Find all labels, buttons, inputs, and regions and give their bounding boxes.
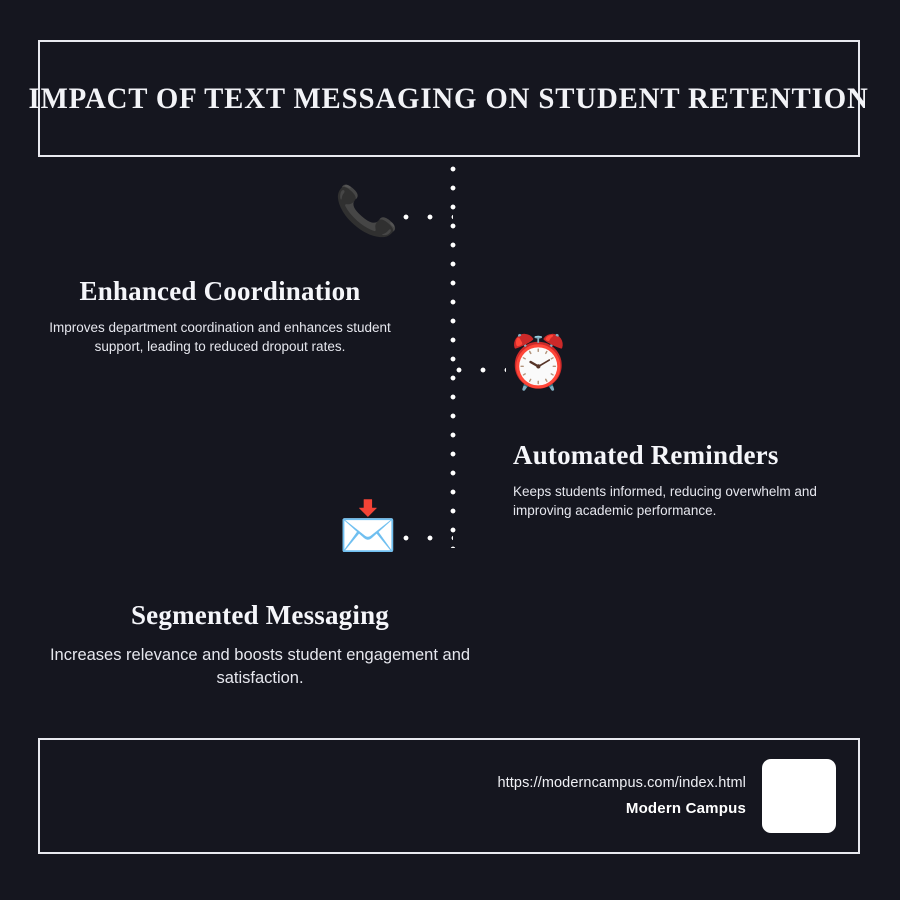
block-heading-automated-reminders: Automated Reminders <box>513 440 779 470</box>
block-body-automated-reminders: Keeps students informed, reducing overwhelm and improving academic performance. <box>513 484 817 518</box>
block-body-enhanced-coordination: Improves department coordination and enhances student support, leading to reduced dropout rates. <box>49 320 391 354</box>
brand-logo <box>762 759 836 833</box>
block-body-segmented-messaging: Increases relevance and boosts student engagement and satisfaction. <box>49 646 471 688</box>
horizontal-dotted-connector-1 <box>403 214 453 220</box>
alarm-clock-icon: ⏰ <box>506 334 571 392</box>
horizontal-dotted-connector-2 <box>456 367 506 373</box>
incoming-envelope-icon: 📩 <box>338 500 398 553</box>
content-block-segmented-messaging <box>40 600 480 690</box>
footer-banner <box>38 738 860 854</box>
block-heading-enhanced-coordination: Enhanced Coordination <box>79 276 361 306</box>
footer-url[interactable]: https://moderncampus.com/index.html <box>497 775 746 791</box>
header-banner <box>28 40 870 157</box>
block-heading-segmented-messaging: Segmented Messaging <box>130 600 390 630</box>
content-block-enhanced-coordination <box>30 276 410 356</box>
footer-content <box>498 759 837 833</box>
vertical-dotted-connector <box>450 166 456 548</box>
page-title: IMPACT OF TEXT MESSAGING ON STUDENT RETENTION <box>28 81 870 115</box>
footer-text-group <box>498 775 747 817</box>
telephone-receiver-icon: 📞 <box>333 181 400 242</box>
horizontal-dotted-connector-3 <box>403 535 453 541</box>
footer-brand-name: Modern Campus <box>625 800 746 817</box>
content-block-automated-reminders <box>513 440 873 520</box>
